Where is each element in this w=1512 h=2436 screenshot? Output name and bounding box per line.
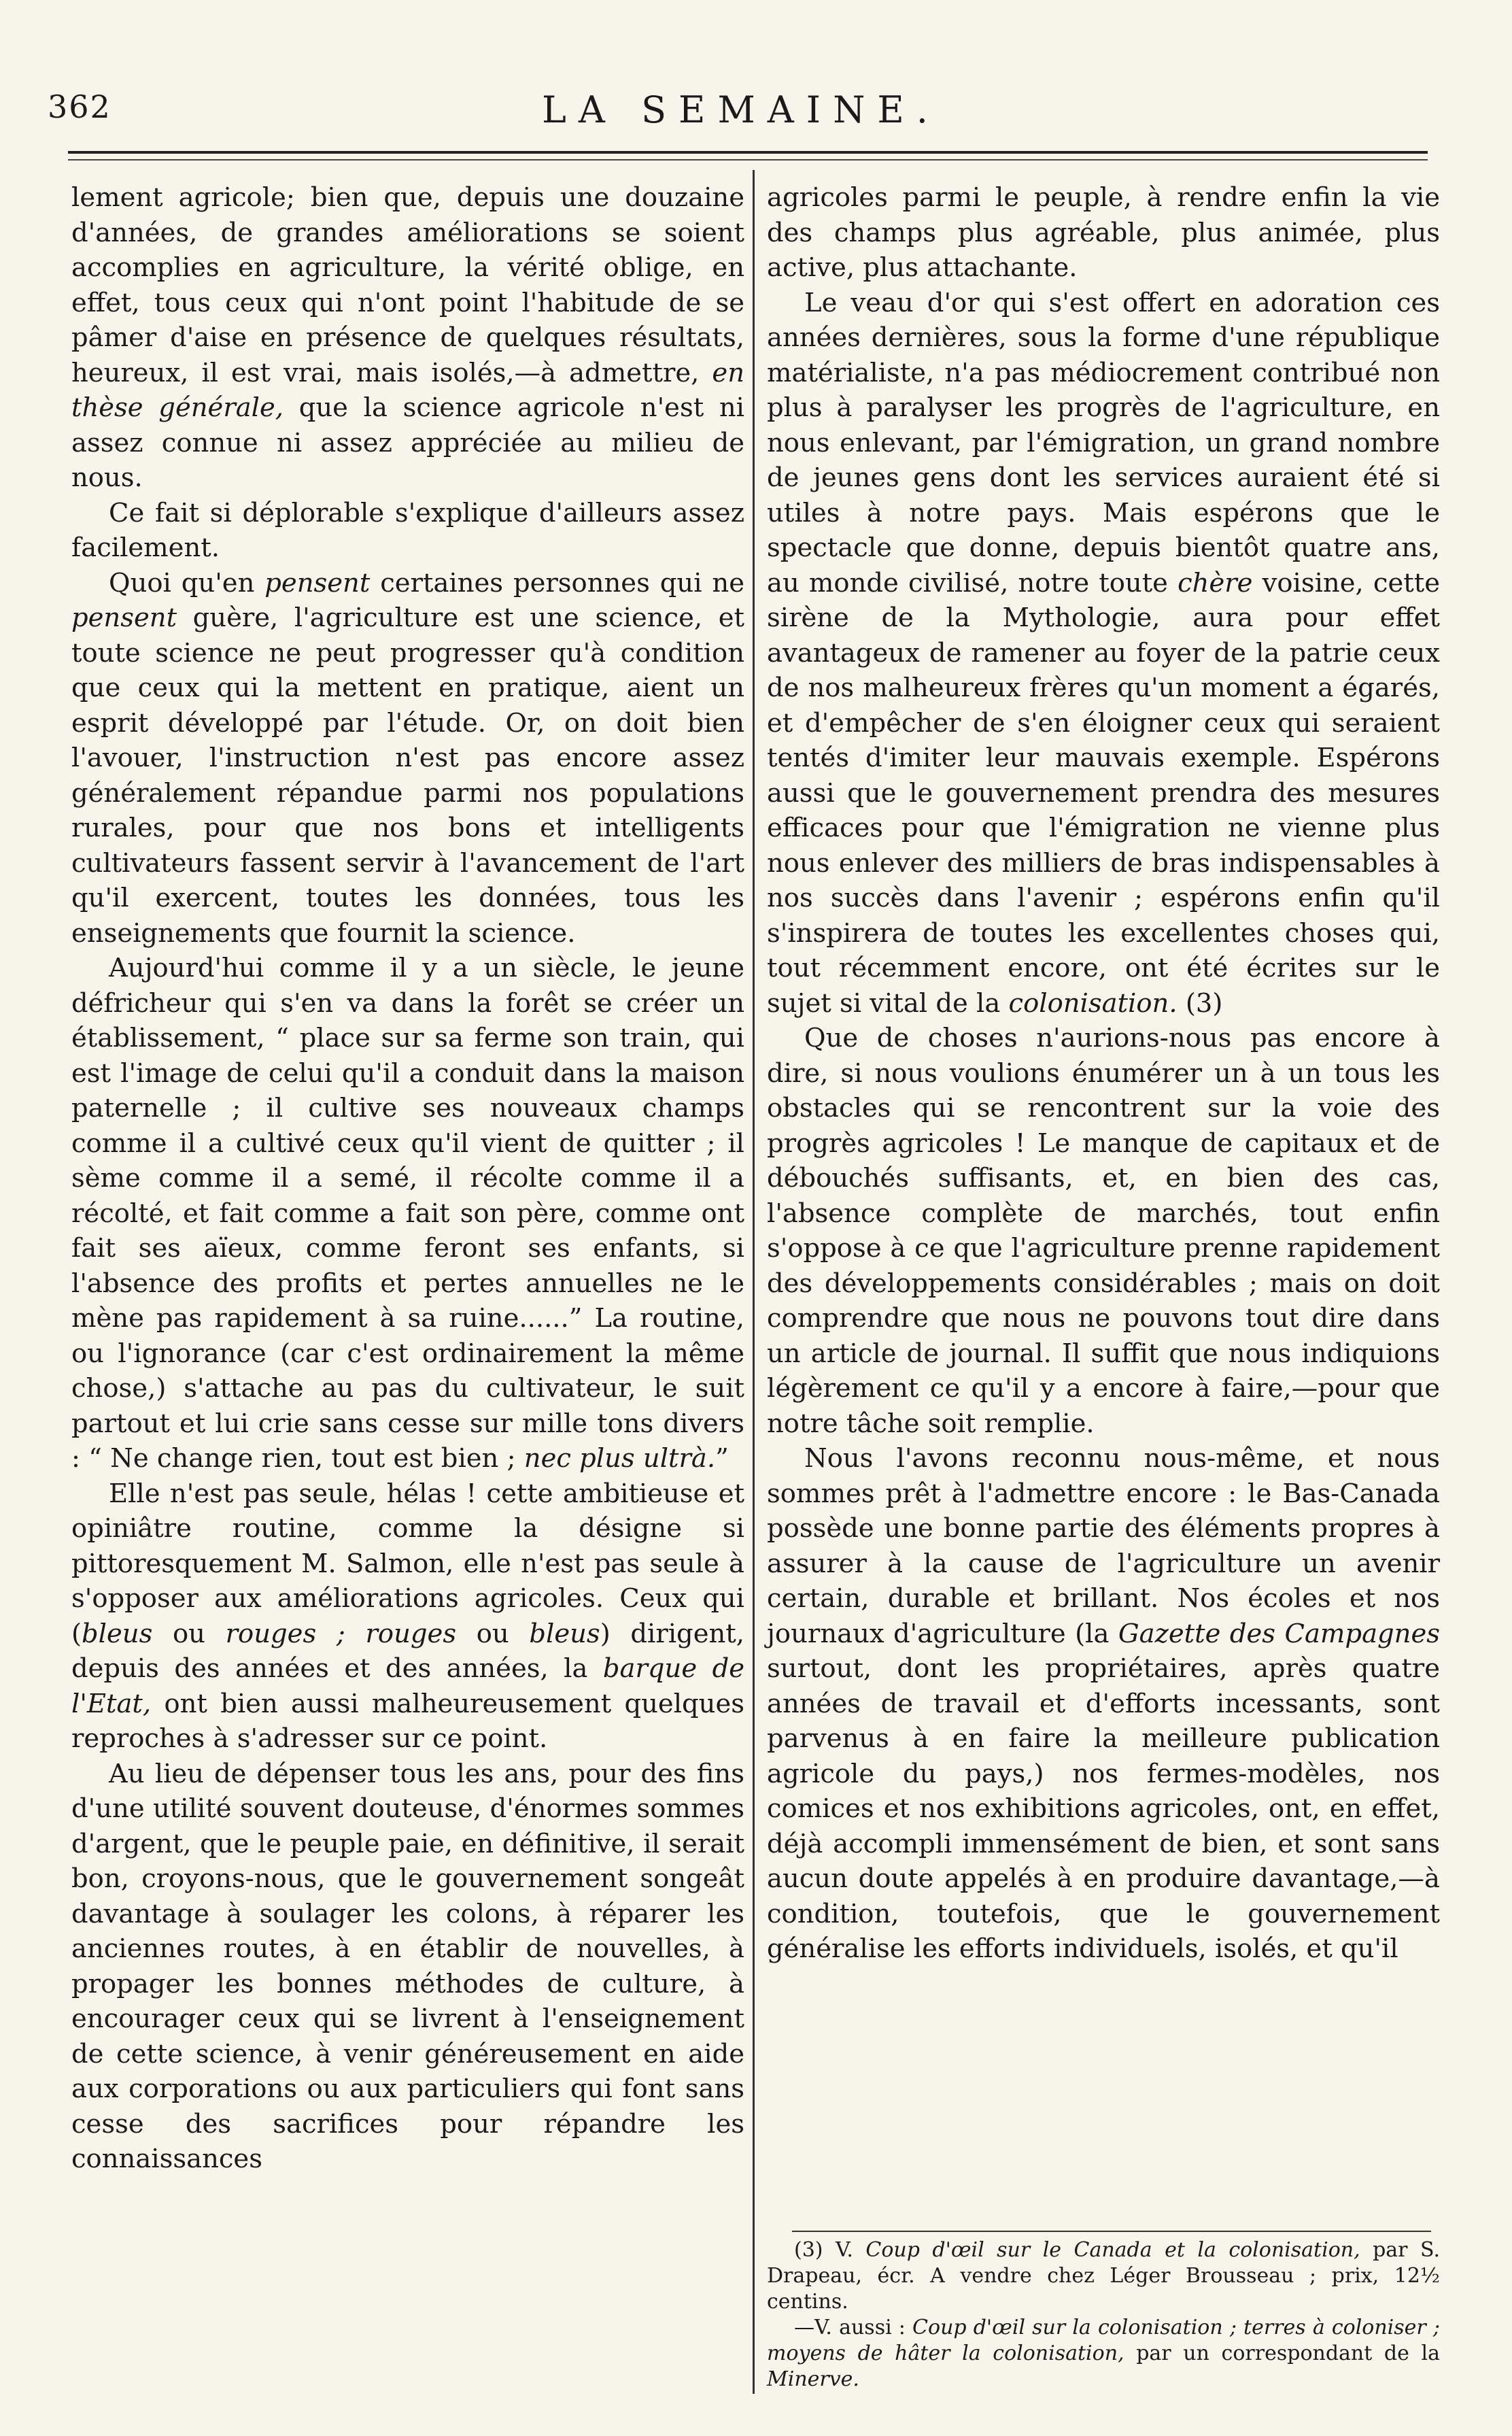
text-run: que la science agricole n'est ni assez connue ni assez appréciée au milieu de nous. [71,392,744,493]
text-run: Elle n'est pas seule, hélas ! cette ambitieuse et opiniâtre routine, comme la désigne si pittoresquement M. Salmon, elle n'est pas seule à s'opposer aux améliorations agricoles. Ceux qui ( [71,1478,744,1649]
italic-run: barque de l'Etat, [71,1653,745,1719]
header-rule-thin [68,159,1428,160]
text-run: voisine, cette sirène de la Mythologie, aura pour effet avantageux de ramener au foyer de la patrie ceux de nos malheureux frères qu'un moment a égarés, et d'empêcher de s'en éloigner ceux qui seraient tentés d'imiter leur mauvais exemple. Espérons aussi que le gouvernement prendra des mesures efficaces pour que l'émigration ne vienne plus nous enlever des milliers de bras indispensables à nos succès dans l'avenir ; espérons enfin qu'il s'inspirera de toutes les excellentes choses qui, tout récemment encore, ont été écrites sur le sujet si vital de la [767,567,1440,1019]
italic-run: chère [1178,567,1253,598]
text-run: ont bien aussi malheureusement quelques reproches à s'adresser sur ce point. [71,1688,744,1754]
italic-run: pensent [71,603,177,633]
page-number: 362 [48,88,111,125]
paragraph [71,1476,744,1757]
italic-run: pensent [264,567,371,598]
paragraph [767,286,1440,1021]
italic-run: rouges ; rouges [225,1618,457,1649]
text-run: Quoi qu'en [109,567,265,598]
text-run: par S. Drapeau, écr. A vendre chez Léger Brousseau ; prix, 12½ centins. [767,2238,1441,2314]
text-run: ) dirigent, depuis des années et des années, la [71,1618,744,1684]
paragraph [71,566,744,951]
text-run: surtout, dont les propriétaires, après quatre années de travail et d'efforts incessants, sont parvenus à en faire la meilleure publication agricole du pays,) nos fermes-modèles, nos comices et nos exhibitions agricoles, ont, en effet, déjà accompli immensément de bien, et sont sans aucun doute appelés à en produire davantage,—à condition, toutefois, que le gouvernement généralise les efforts individuels, isolés, et qu'il [767,1653,1440,1964]
footnote [767,2315,1440,2392]
footnote [767,2237,1440,2315]
right-column [767,180,1440,1967]
page-header [48,82,1434,136]
paragraph [71,180,744,496]
text-run: —V. aussi : [794,2316,913,2339]
italic-run: en thèse générale, [71,357,744,423]
text-run: ou [152,1618,226,1649]
text-run: Nous l'avons reconnu nous-même, et nous sommes prêt à l'admettre encore : le Bas-Canada possède une bonne partie des éléments propres à assurer à la cause de l'agriculture un avenir certain, durable et brillant. Nos écoles et nos journaux d'agriculture (la [767,1443,1440,1649]
footnote-rule [792,2231,1431,2232]
italic-run: nec plus ultrà. [523,1443,716,1474]
italic-run: bleus [82,1618,153,1649]
text-run: Le veau d'or qui s'est offert en adoration ces années dernières, sous la forme d'une république matérialiste, n'a pas médiocrement contribué non plus à paralyser les progrès de l'agriculture, en nous enlevant, par l'émigration, un grand nombre de jeunes gens dont les services auraient été si utiles à notre pays. Mais espérons que le spectacle que donne, depuis bientôt quatre ans, au monde civilisé, notre toute [767,287,1440,598]
running-title: LA SEMAINE. [542,88,940,131]
paragraph: agricoles parmi le peuple, à rendre enfin la vie des champs plus agréable, plus animée, plus active, plus attachante. [767,182,1440,283]
left-column [71,180,744,2177]
paragraph [71,951,744,1476]
paragraph: Au lieu de dépenser tous les ans, pour des fins d'une utilité souvent douteuse, d'énormes sommes d'argent, que le peuple paie, en définitive, il serait bon, croyons-nous, que le gouvernement songeât davantage à soulager les colons, à réparer les anciennes routes, à en établir de nouvelles, à propager les bonnes méthodes de culture, à encourager ceux qui se livrent à l'enseignement de cette science, à venir généreusement en aide aux corporations ou aux particuliers qui font sans cesse des sacrifices pour répandre les connaissances [71,1758,744,2174]
paragraph: Que de choses n'aurions-nous pas encore à dire, si nous voulions énumérer un à un tous les obstacles qui se rencontrent sur la voie des progrès agricoles ! Le manque de capitaux et de débouchés suffisants, et, en bien des cas, l'absence complète de marchés, tout enfin s'oppose à ce que l'agriculture prenne rapidement des développements considérables ; mais on doit comprendre que nous ne pouvons tout dire dans un article de journal. Il suffit que nous indiquions légèrement ce qu'il y a encore à faire,—pour que notre tâche soit remplie. [767,1023,1440,1439]
italic-run: Coup d'œil sur la colonisation ; terres à coloniser ; moyens de hâter la colonisation, [767,2316,1441,2365]
column-divider [753,170,755,2394]
paragraph [767,1441,1440,1967]
italic-run: bleus [529,1618,600,1649]
text-run: Aujourd'hui comme il y a un siècle, le jeune défricheur qui s'en va dans la forêt se créer un établissement, “ place sur sa ferme son train, qui est l'image de celui qu'il a conduit dans la maison paternelle ; il cultive ses nouveaux champs comme il a cultivé ceux qu'il vient de quitter ; il sème comme il a semé, il récolte comme il a récolté, et fait comme a fait son père, comme ont fait ses aïeux, comme feront ses enfants, si l'absence des profits et pertes annuelles ne le mène pas rapidement à sa ruine......” La routine, ou l'ignorance (car c'est ordinairement la même chose,) s'attache au pas du cultivateur, le suit partout et lui crie sans cesse sur mille tons divers : “ Ne change rien, tout est bien ; [71,953,744,1474]
italic-run: Coup d'œil sur le Canada et la colonisation, [865,2238,1360,2262]
text-run: guère, l'agriculture est une science, et toute science ne peut progresser qu'à condition que ceux qui la mettent en pratique, aient un esprit développé par l'étude. Or, on doit bien l'avouer, l'instruction n'est pas encore assez généralement répandue parmi nos populations rurales, pour que nos bons et intelligents cultivateurs fassent servir à l'avancement de l'art qu'il exercent, toutes les données, tous les enseignements que fournit la science. [71,603,744,949]
text-run: par un correspondant de la [1124,2341,1440,2365]
header-rule [68,151,1428,154]
text-run: lement agricole; bien que, depuis une douzaine d'années, de grandes améliorations se soient accomplies en agriculture, la vérité oblige, en effet, tous ceux qui n'ont point l'habitude de se pâmer d'aise en présence de quelques résultats, heureux, il est vrai, mais isolés,—à admettre, [71,182,744,388]
italic-run: Gazette des Campagnes [1118,1618,1441,1649]
footnotes [767,2237,1440,2392]
text-run: certaines personnes qui ne [370,567,744,598]
text-run: (3) V. [794,2238,866,2262]
text-run: ou [456,1618,530,1649]
italic-run: colonisation. [1008,987,1178,1019]
footnote-ref: (3) [1177,987,1223,1019]
paragraph: Ce fait si déplorable s'explique d'ailleurs assez facilement. [71,497,744,563]
text-run: ” [715,1443,729,1474]
italic-run: Minerve. [767,2367,859,2391]
